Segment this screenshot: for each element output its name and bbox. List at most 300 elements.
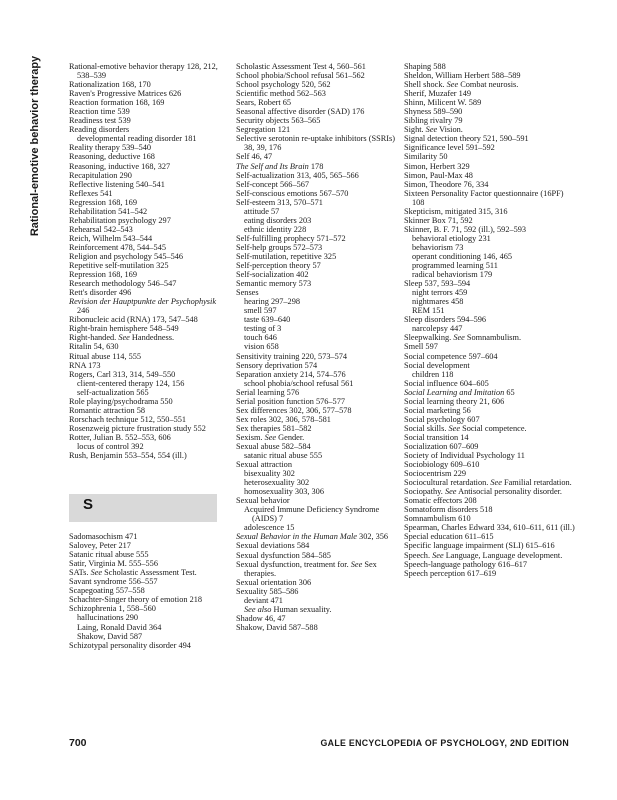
index-entry	[404, 406, 576, 415]
index-entry	[69, 107, 229, 116]
entry-tail: Gender.	[276, 432, 305, 442]
entry-text: Self-concept 566–567	[236, 179, 310, 189]
index-entry	[404, 433, 576, 442]
index-entry	[69, 80, 229, 89]
entry-text: Speech-language pathology 616–617	[404, 559, 528, 569]
index-entry	[69, 315, 229, 324]
index-entry	[404, 505, 576, 514]
index-entry	[404, 397, 576, 406]
index-subentry	[236, 207, 398, 216]
entry-text: Reich, Wilhelm 543–544	[69, 233, 153, 243]
entry-text: night terrors 459	[412, 288, 468, 298]
entry-text: Rush, Benjamin 553–554, 554 (ill.)	[69, 451, 187, 461]
entry-text: Senses	[236, 288, 259, 298]
entry-text: Socialization 607–609	[404, 441, 479, 451]
entry-tail: Social competence.	[460, 423, 527, 433]
index-entry	[236, 162, 398, 171]
index-entry	[404, 71, 576, 80]
index-entry	[69, 586, 229, 595]
see-reference: See	[446, 80, 459, 90]
entry-text: taste 639–640	[244, 315, 291, 325]
entry-text: Sexual abuse 582–584	[236, 441, 311, 451]
index-entry	[236, 80, 398, 89]
entry-tail: Vision.	[437, 125, 463, 135]
entry-text: self-actualization 565	[77, 387, 149, 397]
entry-text: Savant syndrome 556–557	[69, 577, 158, 587]
index-entry	[69, 270, 229, 279]
entry-text: deviant 471	[244, 595, 283, 605]
entry-text: Sexual dysfunction 584–585	[236, 550, 331, 560]
index-entry	[404, 415, 576, 424]
entry-text: Repression 168, 169	[69, 270, 137, 280]
entry-text: School psychology 520, 562	[236, 80, 331, 90]
index-subentry	[404, 243, 576, 252]
index-subentry	[236, 469, 398, 478]
entry-text: Sociopathy.	[404, 487, 445, 497]
index-entry	[404, 125, 576, 134]
index-subentry	[69, 613, 229, 622]
index-subentry	[236, 306, 398, 315]
entry-text: Selective serotonin re-uptake inhibitors (SSRIs) 38, 39, 176	[236, 134, 395, 153]
entry-text: radical behaviorism 179	[412, 270, 493, 280]
entry-text: Shinn, Milicent W. 589	[404, 98, 482, 108]
entry-text: Sociocultural retardation.	[404, 478, 491, 488]
entry-text: Reinforcement 478, 544–545	[69, 242, 167, 252]
entry-text: Sexual deviations 584	[236, 541, 310, 551]
index-entry	[404, 496, 576, 505]
index-entry	[236, 388, 398, 397]
index-subentry	[404, 324, 576, 333]
see-reference: See	[425, 125, 438, 135]
index-entry	[69, 641, 229, 650]
entry-text: Rehearsal 542–543	[69, 224, 133, 234]
index-entry	[69, 116, 229, 125]
index-entry	[69, 333, 229, 342]
index-entry	[404, 162, 576, 171]
index-entry	[404, 143, 576, 152]
index-entry	[236, 397, 398, 406]
index-entry	[69, 62, 229, 80]
index-entry	[404, 478, 576, 487]
entry-text: Reflexes 541	[69, 188, 113, 198]
index-entry	[404, 523, 576, 532]
index-entry	[69, 550, 229, 559]
index-entry	[69, 406, 229, 415]
index-subentry	[236, 505, 398, 523]
entry-text: nightmares 458	[412, 297, 464, 307]
entry-text: Sociocentrism 229	[404, 469, 466, 479]
index-entry	[69, 595, 229, 604]
entry-text: Somatic effectors 208	[404, 496, 477, 506]
index-entry	[404, 451, 576, 460]
footer-title: GALE ENCYCLOPEDIA OF PSYCHOLOGY, 2ND EDITION	[320, 738, 569, 748]
entry-text: Ribonucleic acid (RNA) 173, 547–548	[69, 315, 198, 325]
index-entry	[69, 352, 229, 361]
entry-tail: Human sexuality.	[271, 604, 332, 614]
entry-text: Regression 168, 169	[69, 197, 137, 207]
entry-text: Rationalization 168, 170	[69, 80, 151, 90]
entry-text: Ritalin 54, 630	[69, 342, 119, 352]
index-entry	[404, 514, 576, 523]
index-entry	[69, 89, 229, 98]
entry-text: Rehabilitation 541–542	[69, 206, 148, 216]
entry-text: operant conditioning 146, 465	[412, 251, 513, 261]
entry-text: Role playing/psychodrama 550	[69, 396, 173, 406]
index-entry	[69, 577, 229, 586]
entry-text: Somatoform disorders 518	[404, 505, 493, 515]
entry-text: Sleep disorders 594–596	[404, 315, 487, 325]
index-entry	[236, 180, 398, 189]
entry-text: Scientific method 562–563	[236, 89, 326, 99]
index-entry	[236, 361, 398, 370]
index-entry	[404, 134, 576, 143]
index-subentry	[69, 442, 229, 451]
index-subentry	[236, 478, 398, 487]
entry-text: client-centered therapy 124, 156	[77, 378, 185, 388]
entry-text: Right-brain hemisphere 548–549	[69, 324, 179, 334]
index-subentry	[236, 333, 398, 342]
index-subentry	[404, 306, 576, 315]
entry-text: Sixteen Personality Factor questionnaire (16PF) 108	[404, 188, 564, 207]
index-entry	[404, 279, 576, 288]
entry-text: Segregation 121	[236, 125, 291, 135]
index-subentry	[69, 623, 229, 632]
index-subentry	[236, 315, 398, 324]
index-entry	[404, 469, 576, 478]
index-subentry	[236, 216, 398, 225]
entry-text: Skepticism, mitigated 315, 316	[404, 206, 508, 216]
index-entry	[404, 189, 576, 207]
entry-text: Social development	[404, 360, 470, 370]
index-entry	[404, 207, 576, 216]
index-entry	[236, 89, 398, 98]
entry-text: developmental reading disorder 181	[77, 134, 197, 144]
index-entry	[404, 333, 576, 342]
entry-text: Salovey, Peter 217	[69, 541, 131, 551]
entry-text: Signal detection theory 521, 590–591	[404, 134, 529, 144]
index-entry	[69, 342, 229, 351]
index-entry	[69, 541, 229, 550]
entry-text: behavioral etiology 231	[412, 233, 491, 243]
entry-text: Separation anxiety 214, 574–576	[236, 369, 346, 379]
section-letter-box	[69, 494, 217, 522]
index-subentry	[236, 379, 398, 388]
index-subentry	[404, 252, 576, 261]
index-subentry	[69, 388, 229, 397]
entry-text: Sleep 537, 593–594	[404, 279, 471, 289]
entry-text: Sex roles 302, 306, 578–581	[236, 414, 331, 424]
entry-text: Social marketing 56	[404, 405, 471, 415]
entry-text: Reality therapy 539–540	[69, 143, 152, 153]
index-list-r	[69, 62, 229, 460]
entry-text: Seasonal affective disorder (SAD) 176	[236, 107, 365, 117]
entry-tail: 302, 356	[356, 532, 389, 542]
index-column-1	[69, 62, 229, 650]
index-subentry	[404, 270, 576, 279]
index-entry	[404, 532, 576, 541]
entry-text: Rotter, Julian B. 552–553, 606	[69, 432, 171, 442]
entry-text: Ritual abuse 114, 555	[69, 351, 142, 361]
index-column-3	[404, 62, 576, 578]
entry-text: Social learning theory 21, 606	[404, 396, 505, 406]
index-subentry	[236, 297, 398, 306]
entry-text: Sexual Behavior in the Human Male	[236, 532, 357, 542]
entry-text: Sociobiology 609–610	[404, 460, 480, 470]
index-entry	[69, 288, 229, 297]
index-entry	[236, 433, 398, 442]
entry-tail: Language, Language development.	[443, 550, 563, 560]
entry-text: vision 658	[244, 342, 279, 352]
entry-text: Satanic ritual abuse 555	[69, 550, 149, 560]
see-reference: See	[118, 333, 130, 343]
entry-text: touch 646	[244, 333, 277, 343]
entry-text: Romantic attraction 58	[69, 405, 146, 415]
entry-text: Self-actualization 313, 405, 565–566	[236, 170, 359, 180]
entry-text: bisexuality 302	[244, 469, 295, 479]
index-entry	[69, 234, 229, 243]
index-entry	[69, 171, 229, 180]
index-entry	[69, 279, 229, 288]
entry-text: programmed learning 511	[412, 261, 498, 271]
entry-text: School phobia/School refusal 561–562	[236, 71, 365, 81]
entry-text: Religion and psychology 545–546	[69, 251, 184, 261]
index-entry	[69, 261, 229, 270]
running-header-text: Rational-emotive behavior therapy	[29, 55, 41, 237]
index-entry	[69, 180, 229, 189]
entry-text: behaviorism 73	[412, 242, 464, 252]
index-subentry	[236, 225, 398, 234]
index-entry	[404, 89, 576, 98]
index-subentry	[69, 134, 229, 143]
entry-text: Social Learning and Imitation	[404, 387, 505, 397]
entry-tail: 246	[77, 306, 90, 316]
entry-text: Shaping 588	[404, 62, 446, 71]
index-entry	[404, 361, 576, 370]
entry-text: Simon, Paul-Max 48	[404, 170, 473, 180]
index-subentry	[404, 261, 576, 270]
entry-text: Schizophrenia 1, 558–560	[69, 604, 156, 614]
entry-text: Shadow 46, 47	[236, 613, 286, 623]
entry-text: Society of Individual Psychology 11	[404, 451, 525, 461]
entry-text: Social influence 604–605	[404, 378, 489, 388]
entry-text: Significance level 591–592	[404, 143, 495, 153]
entry-text: Self-fulfilling prophecy 571–572	[236, 233, 346, 243]
entry-text: SATs.	[69, 568, 91, 578]
index-column-2	[236, 62, 398, 632]
entry-tail: Scholastic Assessment Test.	[102, 568, 197, 578]
index-list	[404, 62, 576, 578]
see-reference: See	[90, 568, 103, 578]
entry-text: Semantic memory 573	[236, 279, 312, 289]
index-entry	[236, 71, 398, 80]
entry-text: Repetitive self-mutilation 325	[69, 261, 169, 271]
page-number: 700	[69, 737, 87, 749]
index-entry	[404, 98, 576, 107]
index-entry	[236, 261, 398, 270]
index-entry	[236, 279, 398, 288]
index-entry	[69, 243, 229, 252]
entry-text: Sexism.	[236, 432, 265, 442]
entry-tail: Sex therapies.	[244, 559, 377, 578]
index-entry	[69, 297, 229, 315]
index-entry	[236, 560, 398, 578]
index-subentry	[404, 234, 576, 243]
entry-text: Shakow, David 587–588	[236, 622, 318, 632]
section-letter: S	[83, 496, 94, 514]
index-entry	[404, 225, 576, 234]
entry-text: homosexuality 303, 306	[244, 487, 324, 497]
index-entry	[236, 234, 398, 243]
index-entry	[69, 324, 229, 333]
entry-text: attitude 57	[244, 206, 280, 216]
index-entry	[404, 342, 576, 351]
entry-text: Recapitulation 290	[69, 170, 132, 180]
index-entry	[69, 397, 229, 406]
entry-text: Social skills.	[404, 423, 449, 433]
entry-text: Self-conscious emotions 567–570	[236, 188, 349, 198]
index-subentry	[69, 632, 229, 641]
index-entry	[236, 496, 398, 505]
index-entry	[236, 352, 398, 361]
entry-text: Sibling rivalry 79	[404, 116, 463, 126]
entry-text: Self 46, 47	[236, 152, 273, 162]
entry-text: Sexual orientation 306	[236, 577, 312, 587]
entry-text: Rehabilitation psychology 297	[69, 215, 171, 225]
index-entry	[69, 370, 229, 379]
index-entry	[236, 198, 398, 207]
index-entry	[69, 152, 229, 161]
entry-text: Raven's Progressive Matrices 626	[69, 89, 182, 99]
index-entry	[404, 171, 576, 180]
entry-text: Serial position function 576–577	[236, 396, 346, 406]
entry-tail: 65	[504, 387, 515, 397]
index-entry	[404, 379, 576, 388]
entry-text: Right-handed.	[69, 333, 119, 343]
entry-text: children 118	[412, 369, 454, 379]
entry-text: Shyness 589–590	[404, 107, 463, 117]
entry-text: Somnambulism 610	[404, 514, 471, 524]
index-entry	[69, 433, 229, 442]
index-entry	[404, 180, 576, 189]
entry-text: Sex therapies 581–582	[236, 423, 312, 433]
entry-text: eating disorders 203	[244, 215, 312, 225]
index-entry	[404, 107, 576, 116]
index-entry	[236, 442, 398, 451]
entry-text: Scholastic Assessment Test 4, 560–561	[236, 62, 366, 71]
entry-text: Simon, Herbert 329	[404, 161, 470, 171]
entry-text: Reaction time 539	[69, 107, 130, 117]
entry-text: Readiness test 539	[69, 116, 131, 126]
index-entry	[236, 270, 398, 279]
index-entry	[69, 207, 229, 216]
entry-text: Specific language impairment (SLI) 615–616	[404, 541, 555, 551]
index-entry	[404, 116, 576, 125]
index-entry	[236, 532, 398, 541]
entry-text: Self-mutilation, repetitive 325	[236, 251, 337, 261]
entry-text: Laing, Ronald David 364	[77, 622, 162, 632]
entry-text: Skinner Box 71, 592	[404, 215, 473, 225]
index-entry	[236, 243, 398, 252]
entry-text: Sexual attraction	[236, 460, 292, 470]
entry-tail: Combat neurosis.	[458, 80, 519, 90]
index-subentry	[236, 596, 398, 605]
see-reference: See	[264, 432, 277, 442]
entry-text: Acquired Immune Deficiency Syndrome (AIDS) 7	[244, 505, 380, 524]
entry-text: The Self and Its Brain	[236, 161, 309, 171]
entry-text: narcolepsy 447	[412, 324, 463, 334]
index-entry	[236, 541, 398, 550]
index-entry	[236, 460, 398, 469]
index-entry	[236, 551, 398, 560]
entry-text: Social transition 14	[404, 432, 469, 442]
entry-text: Shakow, David 587	[77, 631, 143, 641]
entry-text: Serial learning 576	[236, 387, 300, 397]
index-entry	[404, 352, 576, 361]
entry-text: Sensory deprivation 574	[236, 360, 318, 370]
index-list	[236, 62, 398, 632]
index-entry	[236, 623, 398, 632]
entry-text: Rational-emotive behavior therapy 128, 212, 538–539	[69, 62, 218, 81]
entry-tail: 178	[308, 161, 324, 171]
index-entry	[69, 252, 229, 261]
index-entry	[236, 152, 398, 161]
index-entry	[69, 451, 229, 460]
index-entry	[236, 587, 398, 596]
index-entry	[236, 134, 398, 152]
index-entry	[404, 315, 576, 324]
see-reference: See	[490, 478, 502, 488]
index-entry	[236, 125, 398, 134]
index-list-s-start	[69, 532, 229, 650]
index-entry	[69, 361, 229, 370]
index-subentry	[236, 605, 398, 614]
entry-text: Sheldon, William Herbert 588–589	[404, 71, 521, 81]
entry-text: Self-socialization 402	[236, 270, 309, 280]
index-entry	[236, 116, 398, 125]
index-entry	[404, 560, 576, 569]
entry-text: Rosenzweig picture frustration study 552	[69, 423, 206, 433]
entry-text: testing of 3	[244, 324, 282, 334]
index-subentry	[236, 487, 398, 496]
see-reference: See	[453, 333, 465, 343]
entry-text: Sears, Robert 65	[236, 98, 292, 108]
entry-text: Speech perception 617–619	[404, 568, 497, 578]
running-header-vertical	[22, 55, 48, 237]
index-entry	[404, 551, 576, 560]
entry-text: REM 151	[412, 306, 445, 316]
index-entry	[69, 415, 229, 424]
entry-text: Sadomasochism 471	[69, 532, 138, 542]
index-entry	[236, 614, 398, 623]
entry-text: Rett's disorder 496	[69, 288, 132, 298]
index-entry	[404, 541, 576, 550]
entry-text: Sexual behavior	[236, 496, 290, 506]
entry-text: Satir, Virginia M. 555–556	[69, 559, 158, 569]
index-entry	[69, 216, 229, 225]
index-entry	[69, 98, 229, 107]
entry-text: heterosexuality 302	[244, 478, 310, 488]
index-subentry	[69, 379, 229, 388]
index-entry	[236, 252, 398, 261]
index-entry	[69, 559, 229, 568]
index-subentry	[404, 288, 576, 297]
entry-text: Sexuality 585–586	[236, 586, 299, 596]
entry-text: Sherif, Muzafer 149	[404, 89, 472, 99]
index-entry	[404, 442, 576, 451]
entry-text: Reasoning, inductive 168, 327	[69, 161, 171, 171]
entry-text: Speech.	[404, 550, 433, 560]
index-entry	[404, 388, 576, 397]
